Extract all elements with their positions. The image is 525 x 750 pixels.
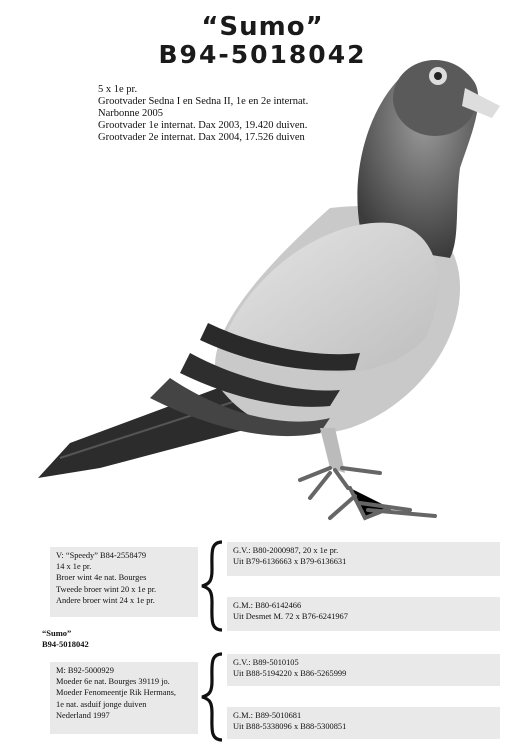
dam-line: Moeder Fenomeentje Rik Hermans,: [56, 688, 177, 698]
pedigree-line: Uit B79-6136663 x B79-6136631: [233, 557, 347, 567]
pedigree-line: Uit B88-5338096 x B88-5300851: [233, 722, 347, 732]
sire-line: Tweede broer wint 20 x 1e pr.: [56, 584, 157, 594]
sire-line: Andere broer wint 24 x 1e pr.: [56, 595, 155, 605]
dam-line: M: B92-5000929: [56, 666, 114, 675]
pigeon-name-title: “Sumo”: [201, 12, 324, 42]
sire-mother-box: [227, 597, 500, 631]
result-line: 5 x 1e pr.: [98, 84, 138, 95]
dam-father-box: [227, 654, 500, 686]
sire-line: Broer wint 4e nat. Bourges: [56, 573, 147, 583]
sire-father-box: [227, 542, 500, 576]
result-line: Narbonne 2005: [98, 108, 164, 119]
result-line: Grootvader 1e internat. Dax 2003, 19.420 duiven.: [98, 120, 308, 131]
brace-icon: [198, 540, 226, 632]
results-summary: [98, 84, 308, 144]
pedigree-line: Uit Desmet M. 72 x B76-6241967: [233, 612, 348, 622]
pedigree-line: G.V.: B80-2000987, 20 x 1e pr.: [233, 546, 339, 555]
dam-box: [50, 662, 198, 734]
pedigree-subject: [42, 628, 89, 650]
result-line: Grootvader 2e internat. Dax 2004, 17.526 duiven: [98, 132, 305, 143]
sire-line: V: “Speedy” B84-2558479: [56, 551, 147, 560]
dam-mother-box: [227, 707, 500, 739]
dam-line: Moeder 6e nat. Bourges 39119 jo.: [56, 677, 170, 687]
dam-line: Nederland 1997: [56, 710, 110, 720]
subject-name: “Sumo”: [42, 628, 72, 638]
dam-line: 1e nat. asduif jonge duiven: [56, 699, 147, 709]
result-line: Grootvader Sedna I en Sedna II, 1e en 2e internat.: [98, 96, 309, 107]
pedigree-line: Uit B88-5194220 x B86-5265999: [233, 669, 347, 679]
subject-ring: B94-5018042: [42, 639, 89, 649]
pigeon-ring-number: B94-5018042: [158, 40, 367, 69]
pedigree-line: G.V.: B89-5010105: [233, 658, 299, 667]
brace-icon: [198, 652, 226, 742]
sire-line: 14 x 1e pr.: [56, 562, 92, 572]
sire-box: [50, 547, 198, 617]
pedigree-line: G.M.: B89-5010681: [233, 711, 302, 720]
pedigree-line: G.M.: B80-6142466: [233, 601, 302, 610]
